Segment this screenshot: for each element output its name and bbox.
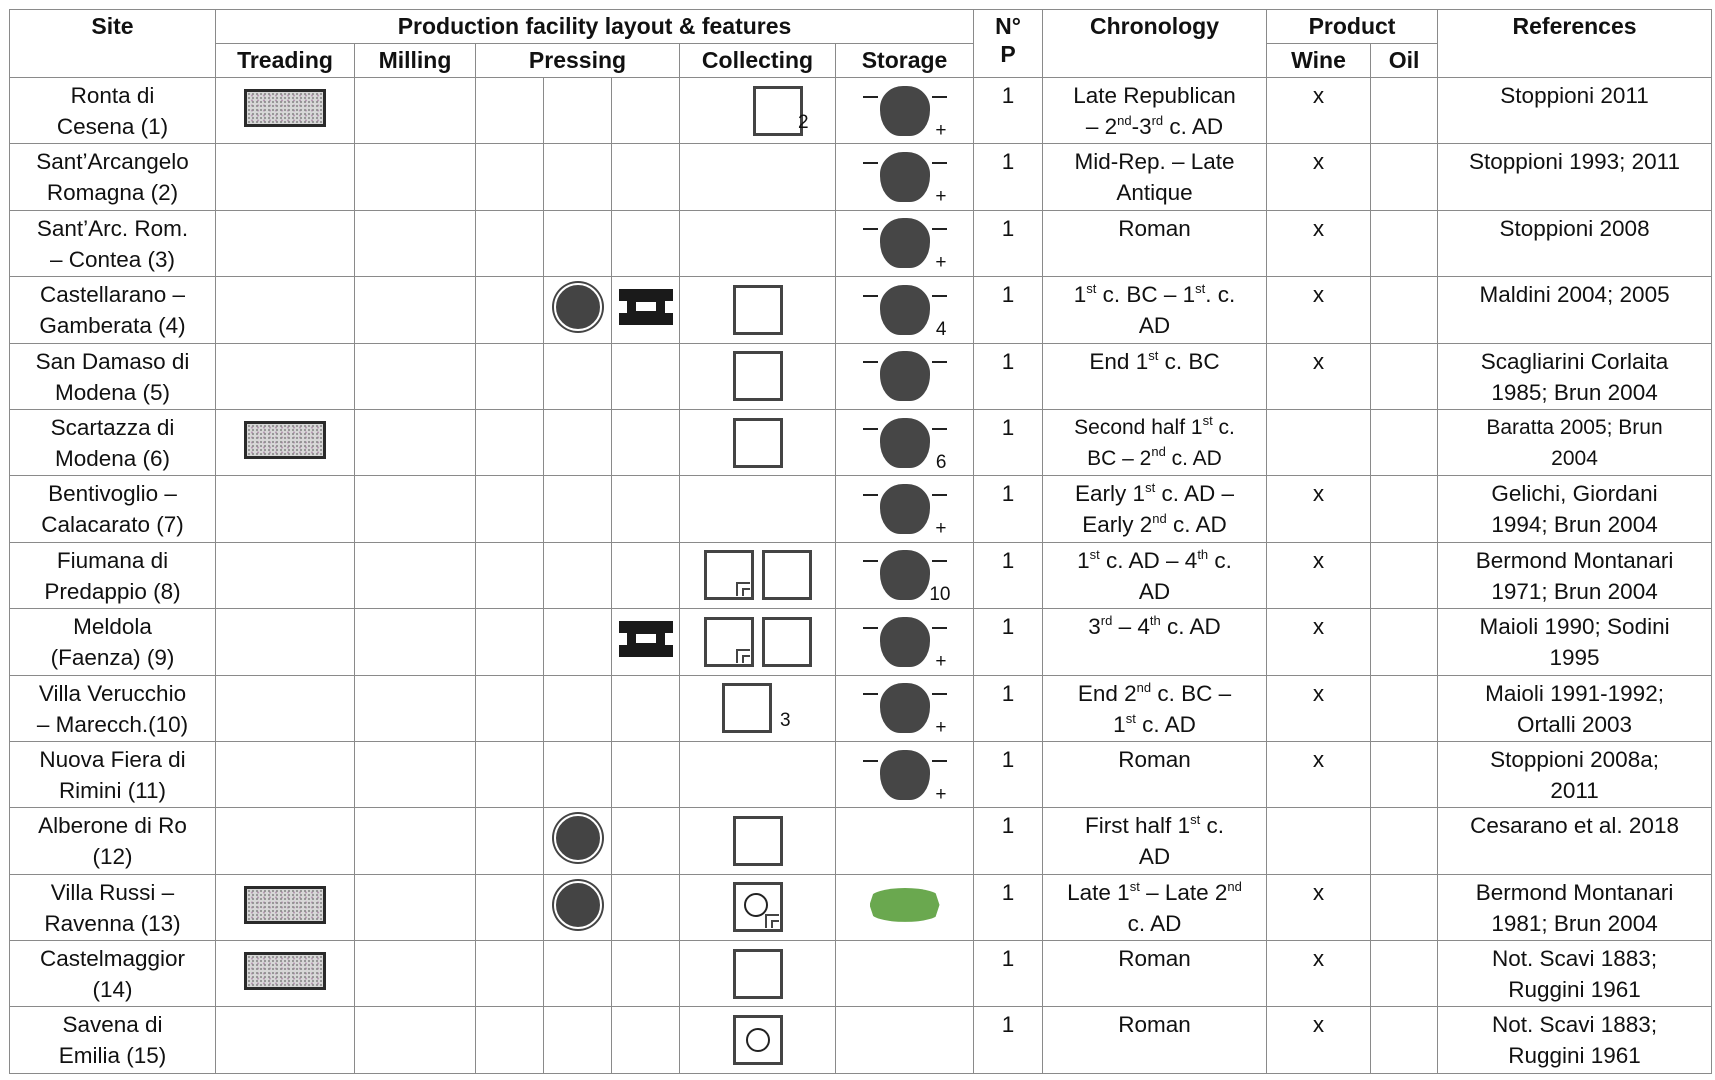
pressing-cell: [544, 210, 612, 276]
storage-cell: [836, 78, 974, 144]
storage-mark: 6: [935, 451, 947, 473]
treading-floor-icon: [244, 421, 326, 459]
pressing-cell: [544, 277, 612, 343]
references-cell: Bermond Montanari 1981; Brun 2004: [1438, 874, 1712, 940]
wine-cell: x: [1267, 210, 1371, 276]
collecting-cell: [680, 675, 836, 741]
header-milling: Milling: [355, 44, 476, 78]
chronology-cell: First half 1st c. AD: [1043, 808, 1267, 874]
pressing-cell: [612, 277, 680, 343]
milling-cell: [355, 210, 476, 276]
header-wine: Wine: [1267, 44, 1371, 78]
pressing-cell: [544, 542, 612, 608]
treading-floor-icon: [244, 89, 326, 127]
treading-floor-icon: [244, 886, 326, 924]
table-row: [10, 409, 1712, 475]
barrel-icon: [870, 888, 940, 922]
pressing-cell: [544, 78, 612, 144]
references-cell: Stoppioni 2008: [1438, 210, 1712, 276]
site-cell: Scartazza di Modena (6): [10, 409, 216, 475]
collecting-cell: [680, 476, 836, 542]
wine-cell: x: [1267, 343, 1371, 409]
storage-mark: +: [935, 186, 947, 208]
table-row: [10, 144, 1712, 210]
storage-cell: [836, 874, 974, 940]
treading-cell: [216, 675, 355, 741]
pressing-cell: [476, 741, 544, 807]
treading-floor-icon: [244, 952, 326, 990]
milling-cell: [355, 1007, 476, 1074]
references-cell: Stoppioni 2008a; 2011: [1438, 741, 1712, 807]
references-cell: Bermond Montanari 1971; Brun 2004: [1438, 542, 1712, 608]
oil-cell: [1371, 277, 1438, 343]
chronology-cell: End 1st c. BC: [1043, 343, 1267, 409]
site-cell: Castelmaggior (14): [10, 941, 216, 1007]
collecting-vat-ring-icon: [733, 1015, 783, 1065]
chronology-cell: Roman: [1043, 941, 1267, 1007]
table-row: [10, 874, 1712, 940]
pressing-cell: [544, 409, 612, 475]
pressing-cell: [544, 741, 612, 807]
wine-cell: x: [1267, 941, 1371, 1007]
collecting-cell: [680, 78, 836, 144]
storage-cell: [836, 808, 974, 874]
wine-cell: x: [1267, 874, 1371, 940]
treading-cell: [216, 476, 355, 542]
storage-mark: +: [935, 518, 947, 540]
np-cell: 1: [974, 741, 1043, 807]
wine-cell: x: [1267, 542, 1371, 608]
table-row: [10, 675, 1712, 741]
wine-cell: [1267, 409, 1371, 475]
press-icon: [619, 621, 673, 657]
collecting-cell: [680, 210, 836, 276]
np-cell: 1: [974, 210, 1043, 276]
site-cell: Sant’Arcangelo Romagna (2): [10, 144, 216, 210]
pressing-cell: [612, 409, 680, 475]
header-references: References: [1438, 10, 1712, 78]
references-cell: Maioli 1990; Sodini 1995: [1438, 609, 1712, 675]
pressing-cell: [476, 542, 544, 608]
np-cell: 1: [974, 609, 1043, 675]
oil-cell: [1371, 874, 1438, 940]
storage-cell: [836, 144, 974, 210]
table-row: [10, 78, 1712, 144]
np-cell: 1: [974, 277, 1043, 343]
wine-cell: x: [1267, 609, 1371, 675]
chronology-cell: Late 1st – Late 2nd c. AD: [1043, 874, 1267, 940]
references-cell: Not. Scavi 1883; Ruggini 1961: [1438, 941, 1712, 1007]
np-cell: 1: [974, 343, 1043, 409]
treading-cell: [216, 542, 355, 608]
millstone-icon: [554, 814, 602, 862]
treading-cell: [216, 343, 355, 409]
treading-cell: [216, 277, 355, 343]
collecting-vat-stepped-icon: [704, 550, 754, 600]
references-cell: Stoppioni 2011: [1438, 78, 1712, 144]
pressing-cell: [612, 542, 680, 608]
treading-cell: [216, 808, 355, 874]
pressing-cell: [544, 144, 612, 210]
np-cell: 1: [974, 78, 1043, 144]
pressing-cell: [544, 609, 612, 675]
collecting-count: 2: [798, 112, 809, 133]
storage-cell: [836, 542, 974, 608]
millstone-icon: [554, 881, 602, 929]
milling-cell: [355, 675, 476, 741]
dolium-icon: [863, 550, 951, 606]
site-cell: Castellarano – Gamberata (4): [10, 277, 216, 343]
chronology-cell: Roman: [1043, 210, 1267, 276]
chronology-cell: 3rd – 4th c. AD: [1043, 609, 1267, 675]
site-cell: Savena di Emilia (15): [10, 1007, 216, 1074]
milling-cell: [355, 808, 476, 874]
wine-cell: x: [1267, 78, 1371, 144]
treading-cell: [216, 941, 355, 1007]
storage-mark: 4: [935, 318, 947, 340]
pressing-cell: [612, 941, 680, 1007]
pressing-cell: [612, 476, 680, 542]
site-cell: Meldola (Faenza) (9): [10, 609, 216, 675]
chronology-cell: Early 1st c. AD – Early 2nd c. AD: [1043, 476, 1267, 542]
dolium-icon: [863, 285, 947, 340]
oil-cell: [1371, 343, 1438, 409]
collecting-cell: [680, 874, 836, 940]
header-np: N° P: [974, 10, 1043, 78]
collecting-vat-icon: [762, 617, 812, 667]
storage-cell: [836, 675, 974, 741]
collecting-cell: [680, 144, 836, 210]
storage-cell: [836, 343, 974, 409]
site-cell: Villa Verucchio – Marecch.(10): [10, 675, 216, 741]
milling-cell: [355, 78, 476, 144]
millstone-icon: [554, 283, 602, 331]
pressing-cell: [544, 343, 612, 409]
pressing-cell: [544, 808, 612, 874]
pressing-cell: [476, 409, 544, 475]
storage-mark: +: [935, 650, 947, 672]
header-treading: Treading: [216, 44, 355, 78]
header-oil: Oil: [1371, 44, 1438, 78]
storage-cell: [836, 609, 974, 675]
oil-cell: [1371, 210, 1438, 276]
collecting-vat-stepped-icon: [704, 617, 754, 667]
oil-cell: [1371, 808, 1438, 874]
header-production: Production facility layout & features: [216, 10, 974, 44]
np-cell: 1: [974, 409, 1043, 475]
chronology-cell: Roman: [1043, 741, 1267, 807]
np-cell: 1: [974, 874, 1043, 940]
storage-cell: [836, 941, 974, 1007]
oil-cell: [1371, 741, 1438, 807]
oil-cell: [1371, 144, 1438, 210]
site-cell: Fiumana di Predappio (8): [10, 542, 216, 608]
pressing-cell: [544, 675, 612, 741]
pressing-cell: [612, 343, 680, 409]
wine-cell: x: [1267, 277, 1371, 343]
collecting-cell: [680, 941, 836, 1007]
storage-cell: [836, 476, 974, 542]
site-cell: Nuova Fiera di Rimini (11): [10, 741, 216, 807]
chronology-cell: End 2nd c. BC – 1st c. AD: [1043, 675, 1267, 741]
collecting-vat-ring-icon: [733, 882, 783, 932]
treading-cell: [216, 609, 355, 675]
pressing-cell: [476, 675, 544, 741]
collecting-vat-icon: [753, 86, 803, 136]
treading-cell: [216, 1007, 355, 1074]
chronology-cell: Second half 1st c. BC – 2nd c. AD: [1043, 409, 1267, 475]
dolium-icon: [863, 617, 947, 672]
treading-cell: [216, 210, 355, 276]
milling-cell: [355, 741, 476, 807]
dolium-icon: [863, 218, 947, 274]
treading-cell: [216, 144, 355, 210]
pressing-cell: [476, 808, 544, 874]
np-cell: 1: [974, 941, 1043, 1007]
oil-cell: [1371, 1007, 1438, 1074]
dolium-icon: [863, 683, 947, 739]
collecting-vat-icon: [733, 816, 783, 866]
pressing-cell: [544, 1007, 612, 1074]
storage-mark: +: [935, 717, 947, 739]
references-cell: Scagliarini Corlaita 1985; Brun 2004: [1438, 343, 1712, 409]
collecting-vat-icon: [722, 683, 772, 733]
pressing-cell: [612, 210, 680, 276]
oil-cell: [1371, 542, 1438, 608]
table-row: [10, 476, 1712, 542]
milling-cell: [355, 542, 476, 608]
pressing-cell: [612, 1007, 680, 1074]
collecting-cell: [680, 609, 836, 675]
collecting-cell: [680, 409, 836, 475]
header-pressing: Pressing: [476, 44, 680, 78]
table-row: [10, 542, 1712, 608]
press-icon: [619, 289, 673, 325]
pressing-cell: [476, 1007, 544, 1074]
dolium-icon: [863, 418, 947, 473]
references-cell: Maldini 2004; 2005: [1438, 277, 1712, 343]
dolium-icon: [863, 152, 947, 208]
table-row: [10, 808, 1712, 874]
milling-cell: [355, 874, 476, 940]
pressing-cell: [476, 343, 544, 409]
oil-cell: [1371, 609, 1438, 675]
np-cell: 1: [974, 808, 1043, 874]
site-cell: Sant’Arc. Rom. – Contea (3): [10, 210, 216, 276]
pressing-cell: [612, 675, 680, 741]
storage-cell: [836, 277, 974, 343]
pressing-cell: [612, 144, 680, 210]
pressing-cell: [612, 609, 680, 675]
storage-cell: [836, 1007, 974, 1074]
pressing-cell: [612, 808, 680, 874]
pressing-cell: [544, 874, 612, 940]
milling-cell: [355, 609, 476, 675]
chronology-cell: 1st c. AD – 4th c. AD: [1043, 542, 1267, 608]
collecting-vat-icon: [733, 949, 783, 999]
pressing-cell: [476, 277, 544, 343]
oil-cell: [1371, 78, 1438, 144]
np-cell: 1: [974, 675, 1043, 741]
pressing-cell: [544, 941, 612, 1007]
milling-cell: [355, 476, 476, 542]
pressing-cell: [612, 741, 680, 807]
storage-cell: [836, 210, 974, 276]
header-storage: Storage: [836, 44, 974, 78]
table-row: [10, 941, 1712, 1007]
collecting-cell: [680, 542, 836, 608]
oil-cell: [1371, 941, 1438, 1007]
storage-mark: +: [935, 783, 947, 805]
collecting-cell: [680, 741, 836, 807]
storage-cell: [836, 409, 974, 475]
site-cell: Alberone di Ro (12): [10, 808, 216, 874]
pressing-cell: [476, 78, 544, 144]
dolium-icon: [863, 86, 947, 141]
site-cell: Bentivoglio – Calacarato (7): [10, 476, 216, 542]
collecting-vat-icon: [733, 285, 783, 335]
wine-cell: x: [1267, 741, 1371, 807]
treading-cell: [216, 874, 355, 940]
table-row: [10, 343, 1712, 409]
collecting-cell: [680, 277, 836, 343]
wine-cell: x: [1267, 1007, 1371, 1074]
references-cell: Baratta 2005; Brun 2004: [1438, 409, 1712, 475]
milling-cell: [355, 343, 476, 409]
pressing-cell: [476, 609, 544, 675]
storage-cell: [836, 741, 974, 807]
pressing-cell: [476, 476, 544, 542]
header-product: Product: [1267, 10, 1438, 44]
treading-cell: [216, 409, 355, 475]
np-cell: 1: [974, 1007, 1043, 1074]
site-cell: Ronta di Cesena (1): [10, 78, 216, 144]
wine-oil-production-table: [9, 9, 1712, 1074]
storage-mark: +: [935, 119, 947, 141]
wine-cell: x: [1267, 476, 1371, 542]
collecting-cell: [680, 343, 836, 409]
collecting-vat-icon: [733, 351, 783, 401]
table-row: [10, 210, 1712, 276]
oil-cell: [1371, 409, 1438, 475]
pressing-cell: [612, 874, 680, 940]
pressing-cell: [612, 78, 680, 144]
header-collecting: Collecting: [680, 44, 836, 78]
table-row: [10, 609, 1712, 675]
site-cell: Villa Russi – Ravenna (13): [10, 874, 216, 940]
header-chronology: Chronology: [1043, 10, 1267, 78]
milling-cell: [355, 144, 476, 210]
chronology-cell: Late Republican – 2nd-3rd c. AD: [1043, 78, 1267, 144]
oil-cell: [1371, 476, 1438, 542]
references-cell: Not. Scavi 1883; Ruggini 1961: [1438, 1007, 1712, 1074]
oil-cell: [1371, 675, 1438, 741]
table-row: [10, 277, 1712, 343]
milling-cell: [355, 941, 476, 1007]
table-row: [10, 741, 1712, 807]
references-cell: Stoppioni 1993; 2011: [1438, 144, 1712, 210]
milling-cell: [355, 277, 476, 343]
treading-cell: [216, 78, 355, 144]
storage-mark: 10: [929, 584, 951, 606]
collecting-count: 3: [780, 709, 791, 731]
pressing-cell: [476, 210, 544, 276]
chronology-cell: Mid-Rep. – Late Antique: [1043, 144, 1267, 210]
milling-cell: [355, 409, 476, 475]
wine-cell: [1267, 808, 1371, 874]
np-cell: 1: [974, 476, 1043, 542]
wine-cell: x: [1267, 144, 1371, 210]
dolium-icon: [863, 351, 947, 401]
site-cell: San Damaso di Modena (5): [10, 343, 216, 409]
dolium-icon: [863, 484, 947, 540]
collecting-vat-icon: [762, 550, 812, 600]
np-cell: 1: [974, 144, 1043, 210]
table-row: [10, 1007, 1712, 1074]
treading-cell: [216, 741, 355, 807]
dolium-icon: [863, 750, 947, 805]
references-cell: Maioli 1991-1992; Ortalli 2003: [1438, 675, 1712, 741]
references-cell: Cesarano et al. 2018: [1438, 808, 1712, 874]
references-cell: Gelichi, Giordani 1994; Brun 2004: [1438, 476, 1712, 542]
pressing-cell: [476, 874, 544, 940]
storage-mark: +: [935, 252, 947, 274]
collecting-cell: [680, 1007, 836, 1074]
pressing-cell: [476, 941, 544, 1007]
chronology-cell: Roman: [1043, 1007, 1267, 1074]
chronology-cell: 1st c. BC – 1st. c. AD: [1043, 277, 1267, 343]
collecting-vat-icon: [733, 418, 783, 468]
header-site: Site: [10, 10, 216, 78]
collecting-cell: [680, 808, 836, 874]
pressing-cell: [476, 144, 544, 210]
wine-cell: x: [1267, 675, 1371, 741]
np-cell: 1: [974, 542, 1043, 608]
pressing-cell: [544, 476, 612, 542]
